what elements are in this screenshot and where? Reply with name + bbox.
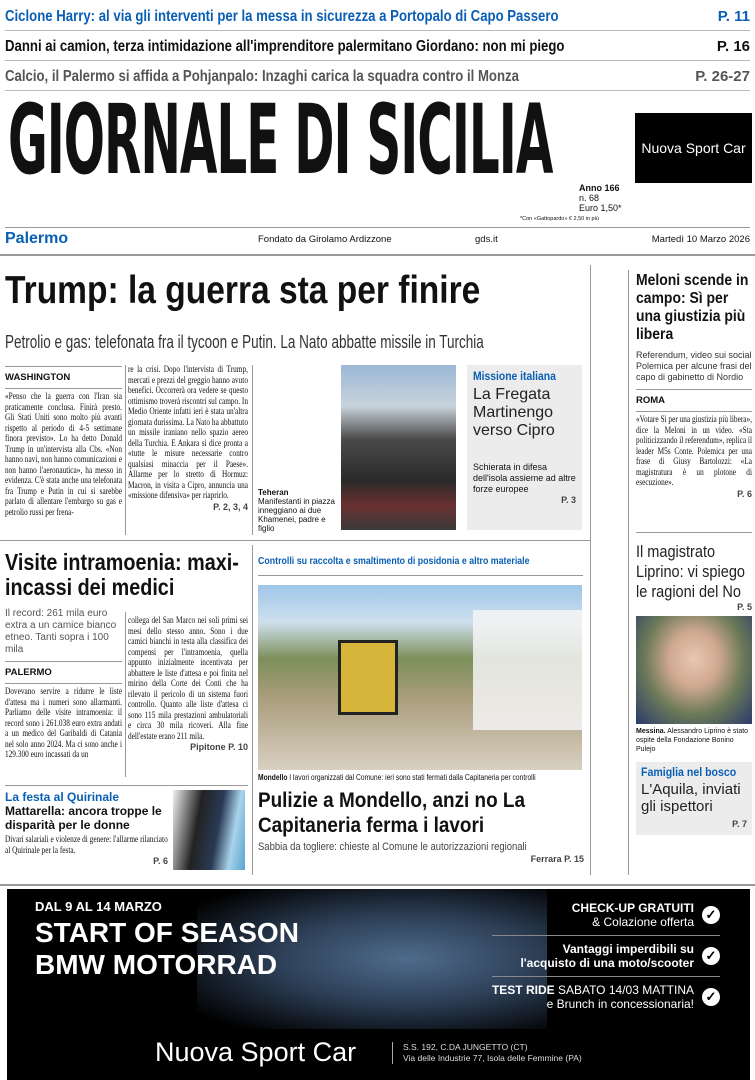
ad-address	[392, 1042, 582, 1064]
lead-mid-column	[128, 365, 248, 513]
quirinale-article	[5, 790, 168, 867]
lead-pages: P. 2, 3, 4	[213, 501, 248, 512]
missione-box[interactable]	[467, 365, 582, 530]
meloni-column	[636, 272, 752, 500]
intramoenia-left-column	[5, 608, 122, 761]
intramoenia-headline[interactable]: Visite intramoenia: maxi-incassi dei medici	[5, 549, 239, 600]
teheran-photo	[341, 365, 456, 530]
quirinale-page: P. 6	[153, 856, 168, 866]
ad-dates: DAL 9 AL 14 MARZO	[35, 899, 162, 914]
teaser-text: Calcio, il Palermo si affida a Pohjanpalo: Inzaghi carica la squadra contro il Monza	[5, 68, 519, 85]
liprino-column	[636, 542, 752, 835]
caption-title: Messina.	[636, 728, 666, 735]
address-line: S.S. 192, C.DA JUNGETTO (CT)	[403, 1042, 528, 1052]
intramoenia-col1: Dovevano servire a ridurre le liste d'attesa ma i numeri sono allarmanti. Parliamo delle visite intramoenia: il record sono i 261.038 euro extra andati a un medico del Garibaldi di Catania nel solo anno 2024. Ma ci sono anche i 129.300 euro incassati da un	[5, 687, 122, 760]
teaser-text: Danni ai camion, terza intimidazione all'imprenditore palermitano Giordano: non mi piego	[5, 38, 565, 55]
issue-info	[579, 183, 622, 213]
missione-title: La Fregata Martinengo verso Cipro	[473, 386, 555, 439]
anno: Anno 166	[579, 183, 620, 193]
photo-caption	[258, 488, 338, 533]
ad-item	[492, 901, 720, 936]
teaser-page: P. 26-27	[695, 68, 750, 85]
ad-item-text: e Brunch in concessionaria!	[546, 997, 694, 1011]
lead-kicker: WASHINGTON	[5, 366, 122, 389]
author: Ferrara	[530, 854, 562, 864]
famiglia-title: L'Aquila, inviati gli ispettori	[641, 781, 741, 815]
ad-title	[35, 917, 299, 981]
caption-title: Teheran	[258, 488, 289, 497]
meloni-page: P. 6	[737, 488, 752, 499]
famiglia-kicker: Famiglia nel bosco	[641, 767, 737, 779]
missione-text: Schierata in difesa dell'isola assieme ad altre forze europee	[473, 462, 576, 494]
intramoenia-byline	[128, 742, 248, 753]
mondello-subhead: Sabbia da togliere: chieste al Comune le autorizzazioni regionali	[258, 841, 527, 853]
caption-text: I lavori organizzati dal Comune: ieri sono stati fermati dalla Capitaneria per controlli	[289, 773, 536, 782]
teaser-2[interactable]	[5, 33, 750, 61]
check-icon: ✓	[702, 988, 720, 1006]
check-icon: ✓	[702, 906, 720, 924]
caption-title: Mondello	[258, 773, 288, 782]
intramoenia-subhead: Il record: 261 mila euro extra a un camice bianco etneo. Tanti sopra i 100 mila	[5, 608, 117, 655]
intramoenia-col2: collega del San Marco nei soli primi sei mesi dello stesso anno. Sono i due camici bianchi in testa alla classifica dei compensi per l'intramoenia, quella appunto inizialmente incentivata per abbattere le liste d'attesa e poi finita nel mirino della Corte dei Conti che ha rilevato il pericolo di un sistema fuori controllo. Quanto alle liste d'attesa ci sono 115 mila prestazioni ambulatoriali e circa 30 mila ricoveri. Alla fine dell'estate erano 211 mila.	[128, 616, 248, 742]
ad-brand: Nuova Sport Car	[155, 1037, 357, 1067]
edition-city: Palermo	[5, 230, 69, 247]
mondello-banner: Controlli su raccolta e smaltimento di posidonia e altro materiale	[258, 555, 530, 567]
mondello-byline	[258, 854, 584, 865]
website-link[interactable]: gds.it	[475, 234, 498, 245]
liprino-photo	[636, 616, 752, 724]
numero: n. 68	[579, 193, 600, 203]
quirinale-headline[interactable]: Mattarella: ancora troppe le disparità per le donne	[5, 804, 162, 832]
intramoenia-kicker: PALERMO	[5, 661, 122, 684]
issue-date: Martedì 10 Marzo 2026	[651, 234, 750, 245]
teaser-1[interactable]	[5, 3, 750, 31]
teaser-page: P. 11	[717, 8, 750, 25]
liprino-caption	[636, 727, 752, 754]
caption-text: Alessandro Liprino è stato ospite della Fondazione Bonino Pulejo	[636, 728, 749, 753]
teaser-text: Ciclone Harry: al via gli interventi per la messa in sicurezza a Portopalo di Capo Passero	[5, 8, 559, 25]
ad-title-line: START OF SEASON	[35, 917, 299, 948]
meloni-kicker: ROMA	[636, 389, 752, 412]
missione-kicker: Missione italiana	[473, 371, 556, 383]
meloni-subhead: Referendum, video sui social Polemica per alcune frasi del capo di gabinetto di Nordio	[636, 350, 752, 382]
address-line: Via delle Industrie 77, Isola delle Femmine (PA)	[403, 1053, 582, 1063]
intramoenia-mid-column	[128, 616, 248, 753]
lead-col2: re la crisi. Dopo l'intervista di Trump, mercati e prezzi del greggio hanno avuto benefici. Occorrerà ora vedere se questo ottimismo troverà riscontri sul campo. In Medio Oriente infatti ieri è stata un'altra giornata durissima. La Nato ha abbattuto un missile iraniano nello spazio aereo della Turchia. E Ankara si dice pronta a «tutte le misure necessarie contro qualsiasi minaccia per il Paese». Allarme per lo stretto di Hormuz: Macron, in visita a Cipro, annuncia una «missione difensiva» per riaprirlo.	[128, 365, 248, 501]
ad-item	[492, 977, 720, 1011]
founder: Fondato da Girolamo Ardizzone	[258, 234, 392, 245]
mondello-article	[258, 773, 584, 865]
famiglia-page: P. 7	[732, 819, 747, 829]
lead-headline[interactable]: Trump: la guerra sta per finire	[5, 269, 481, 312]
divider	[0, 254, 755, 256]
bmw-ad[interactable]	[7, 889, 750, 1080]
mondello-headline[interactable]: Pulizie a Mondello, anzi no La Capitaneria ferma i lavori	[258, 788, 526, 837]
ad-item-bold: TEST RIDE	[491, 983, 555, 997]
caption-text: Manifestanti in piazza inneggiano ai due Khamenei, padre e figlio	[258, 497, 335, 533]
teaser-page: P. 16	[716, 38, 750, 55]
lead-subhead: Petrolio e gas: telefonata fra il tycoon e Putin. La Nato abbatte missile in Turchia	[5, 332, 484, 352]
masthead-ad[interactable]: Nuova Sport Car	[635, 113, 752, 183]
lead-col1: «Penso che la guerra con l'Iran sia praticamente conclusa. Finirà presto. Gli Stati Uniti sono molto più avanti rispetto al periodo di 4-5 settimane finora previsto». Lo ha detto Donald Trump in un'intervista alla Cbs. «Non hanno navi, non hanno comunicazioni e non hanno l'aeronautica», ha messo in evidenza. C'è stata anche una telefonata fra Trump e Putin in cui si sarebbe parlato di allentare l'embargo su gas e petrolio russi per frena-	[5, 392, 122, 518]
quirinale-text: Divari salariali e violenze di genere: l'allarme rilanciato al Quirinale per la festa.	[5, 835, 168, 856]
mondello-photo	[258, 585, 582, 770]
ad-item-text: SABATO 14/03 MATTINA	[554, 983, 694, 997]
author: Pipitone	[190, 742, 226, 752]
ad-item-text: & Colazione offerta	[592, 915, 694, 929]
ad-item-text: l'acquisto di una moto/scooter	[520, 956, 694, 970]
divider	[5, 227, 750, 228]
page-ref: P. 15	[564, 854, 584, 864]
ad-title-line: BMW MOTORRAD	[35, 949, 278, 980]
check-icon: ✓	[702, 947, 720, 965]
liprino-page: P. 5	[737, 602, 752, 612]
quirinale-kicker: La festa al Quirinale	[5, 790, 120, 804]
famiglia-box[interactable]	[636, 762, 752, 835]
meloni-headline[interactable]: Meloni scende in campo: Sì per una giustizia più libera	[636, 272, 749, 343]
masthead-logo: GIORNALE DI SICILIA	[8, 84, 553, 196]
ad-item	[492, 936, 720, 977]
page-ref: P. 10	[228, 742, 248, 752]
ad-item-bold: Vantaggi imperdibili su	[562, 942, 694, 956]
ad-item-bold: CHECK-UP GRATUITI	[571, 901, 694, 915]
liprino-headline[interactable]: Il magistrato Liprino: vi spiego le ragioni del No	[636, 543, 745, 601]
mattarella-photo	[173, 790, 245, 870]
missione-page: P. 3	[561, 495, 576, 505]
mondello-caption	[258, 773, 538, 783]
lead-left-column	[5, 366, 122, 518]
prezzo: Euro 1,50*	[579, 203, 622, 213]
price-note: *Con «Gattopardo» € 2,50 in più	[520, 216, 599, 222]
meloni-text: «Votare Sì per una giustizia più libera», dice la Meloni in un video. «Sta politicizzando il referendum», replica il leader M5s Conte. Polemica per una frase di Giusy Bartolozzi: «La magistratura è un plotone di esecuzione».	[636, 415, 752, 488]
